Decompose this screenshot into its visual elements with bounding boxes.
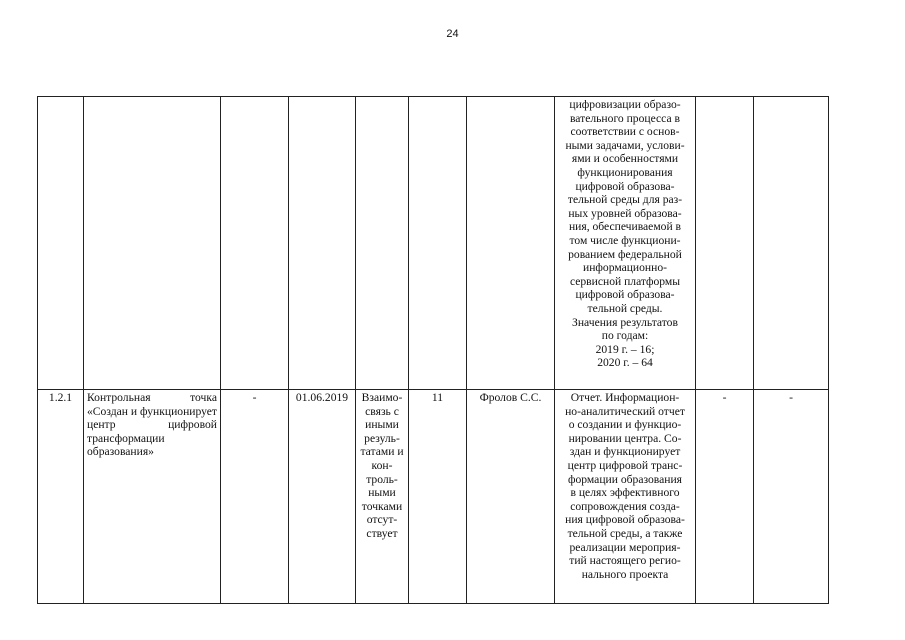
result-line: ными задачами, услови- xyxy=(565,138,685,152)
result-line: функционирования xyxy=(577,165,673,179)
relation-line: ными xyxy=(368,486,396,500)
relation-line: кон- xyxy=(371,458,393,472)
cell-name xyxy=(84,97,221,390)
table-row xyxy=(38,97,829,390)
result-line: рованием федеральной xyxy=(568,247,682,261)
result-line: тий настоящего регио- xyxy=(569,554,681,568)
cell-start-date xyxy=(221,97,289,390)
result-line: цифровизации образо- xyxy=(569,98,681,111)
cell-responsible xyxy=(467,97,555,390)
result-line: тельной среды. xyxy=(587,301,663,315)
cell-col9 xyxy=(696,97,754,390)
page-number: 24 xyxy=(446,28,459,40)
result-line: здан и функционирует xyxy=(569,445,681,459)
relation-line: ствует xyxy=(366,526,398,540)
table-row xyxy=(38,390,829,604)
result-line: том числе функциони- xyxy=(569,233,681,247)
result-line: сервисной платформы xyxy=(569,274,681,288)
result-line: цифровой образова- xyxy=(575,288,675,302)
result-line: тельной среды для раз- xyxy=(567,193,683,207)
cell-result xyxy=(555,390,696,604)
cell-level xyxy=(409,97,467,390)
result-line: центр цифровой транс- xyxy=(567,458,683,472)
result-line: по годам: xyxy=(601,329,649,343)
result-line: о создании и функцио- xyxy=(568,418,682,432)
result-line: но-аналитический отчет xyxy=(565,404,685,418)
project-table xyxy=(37,96,829,604)
cell-number: 1.2.1 xyxy=(38,390,84,604)
cell-end-date: 01.06.2019 xyxy=(289,390,356,604)
result-line: 2019 г. – 16; xyxy=(595,342,655,356)
relation-line: иными xyxy=(365,418,399,432)
cell-name: Контрольная точка «Создан и функционирует центр цифровой трансформации образования» xyxy=(84,390,221,604)
cell-level: 11 xyxy=(409,390,467,604)
result-line: ями и особенностями xyxy=(571,152,679,166)
cell-relation xyxy=(356,390,409,604)
cell-responsible: Фролов С.С. xyxy=(467,390,555,604)
cell-start-date: - xyxy=(221,390,289,604)
cell-result xyxy=(555,97,696,390)
result-line: вательного процесса в xyxy=(569,111,680,125)
relation-line: Взаимо- xyxy=(361,391,403,404)
cell-col10 xyxy=(754,97,829,390)
result-line: Значения результатов xyxy=(572,315,678,329)
result-line: цифровой образова- xyxy=(575,179,675,193)
relation-line: татами и xyxy=(360,445,404,459)
result-line: ния цифровой образова- xyxy=(565,513,685,527)
result-line: в целях эффективного xyxy=(570,486,680,500)
relation-line: отсут- xyxy=(366,513,398,527)
cell-col9: - xyxy=(696,390,754,604)
relation-line: точками xyxy=(361,499,403,513)
result-line: соответствии с основ- xyxy=(570,125,680,139)
relation-line: связь с xyxy=(365,404,399,418)
result-line: ных уровней образова- xyxy=(568,206,682,220)
result-line: реализации мероприя- xyxy=(569,540,681,554)
result-line: Отчет. Информацион- xyxy=(570,391,680,404)
cell-col10: - xyxy=(754,390,829,604)
result-line: ния, обеспечиваемой в xyxy=(568,220,682,234)
result-line: сопровождения созда- xyxy=(570,499,680,513)
cell-relation xyxy=(356,97,409,390)
result-line: формации образования xyxy=(567,472,682,486)
result-line: информационно- xyxy=(582,261,667,275)
result-line: 2020 г. – 64 xyxy=(597,356,653,370)
cell-end-date xyxy=(289,97,356,390)
relation-line: троль- xyxy=(366,472,398,486)
result-line: тельной среды, а также xyxy=(567,526,683,540)
cell-number xyxy=(38,97,84,390)
result-line: нировании центра. Со- xyxy=(568,431,682,445)
result-line: нального проекта xyxy=(581,567,669,581)
relation-line: резуль- xyxy=(364,431,400,445)
